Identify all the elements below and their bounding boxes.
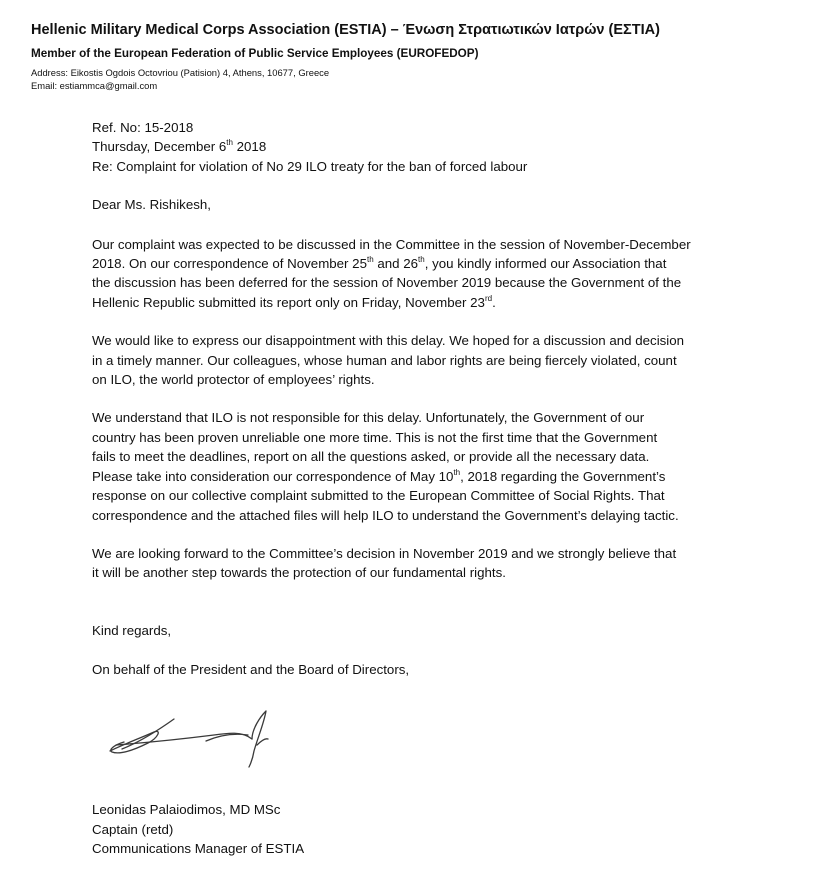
closing: Kind regards, bbox=[92, 622, 172, 638]
paragraph-line: in a timely manner. Our colleagues, whose human and labor rights are being fiercely violated, count bbox=[92, 352, 677, 368]
reference-number: Ref. No: 15-2018 bbox=[92, 120, 194, 135]
letterhead bbox=[31, 20, 801, 92]
ordinal-suffix: th bbox=[418, 255, 425, 265]
ordinal-suffix: th bbox=[366, 255, 374, 265]
organization-address: Address: Eikostis Ogdois Octovriou (Patision) 4, Athens, 10677, Greece bbox=[31, 67, 330, 78]
text-run: Hellenic Republic submitted its report only on Friday, November 23 bbox=[92, 294, 485, 310]
paragraph-line: correspondence and the attached files will help ILO to understand the Government’s delaying tactic. bbox=[92, 507, 679, 523]
paragraph-line: We are looking forward to the Committee’s decision in November 2019 and we strongly believe that bbox=[92, 545, 677, 561]
text-run: , 2018 regarding the Government’s bbox=[460, 468, 666, 484]
paragraph-line: response on our collective complaint submitted to the European Committee of Social Rights. That bbox=[92, 488, 665, 504]
signatory-role: Communications Manager of ESTIA bbox=[92, 841, 305, 857]
letter-date bbox=[92, 137, 732, 156]
paragraph-4 bbox=[92, 544, 732, 583]
paragraph-2 bbox=[92, 331, 732, 389]
paragraph-line bbox=[92, 254, 732, 273]
text-run: , you kindly informed our Association that bbox=[424, 256, 667, 272]
signatory-name: Leonidas Palaiodimos, MD MSc bbox=[92, 802, 281, 817]
paragraph-line: country has been proven unreliable one more time. This is not the first time that the Government bbox=[92, 429, 658, 445]
text-run: 2018. On our correspondence of November 25 bbox=[92, 256, 367, 272]
organization-email: Email: estiammca@gmail.com bbox=[31, 80, 158, 91]
letter-subject: Re: Complaint for violation of No 29 ILO treaty for the ban of forced labour bbox=[92, 158, 528, 174]
date-year: 2018 bbox=[232, 139, 267, 155]
paragraph-line: on ILO, the world protector of employees’ rights. bbox=[92, 372, 375, 388]
date-text: Thursday, December 6 bbox=[92, 139, 227, 155]
paragraph-line: the discussion has been deferred for the session of November 2019 because the Government of the bbox=[92, 275, 682, 291]
paragraph-line: We understand that ILO is not responsible for this delay. Unfortunately, the Government of our bbox=[92, 410, 645, 426]
ordinal-suffix: rd bbox=[484, 293, 493, 303]
on-behalf-line: On behalf of the President and the Board of Directors, bbox=[92, 662, 410, 678]
text-run: . bbox=[492, 294, 496, 310]
paragraph-line: it will be another step towards the protection of our fundamental rights. bbox=[92, 565, 506, 581]
handwritten-signature bbox=[102, 705, 282, 775]
salutation: Dear Ms. Rishikesh, bbox=[92, 197, 211, 213]
paragraph-1 bbox=[92, 235, 732, 313]
date-ordinal: th bbox=[226, 138, 233, 148]
ordinal-suffix: th bbox=[453, 467, 461, 477]
signatory-rank: Captain (retd) bbox=[92, 821, 174, 837]
organization-subtitle: Member of the European Federation of Public Service Employees (EUROFEDOP) bbox=[31, 47, 479, 60]
paragraph-line bbox=[92, 467, 732, 486]
signature-block bbox=[92, 800, 304, 859]
text-run: and 26 bbox=[373, 256, 419, 272]
organization-title: Hellenic Military Medical Corps Association (ESTIA) – Ένωση Στρατιωτικών Ιατρών (ΕΣΤΙΑ) bbox=[31, 22, 660, 38]
text-run: Please take into consideration our correspondence of May 10 bbox=[92, 468, 454, 484]
paragraph-3 bbox=[92, 408, 732, 524]
paragraph-line bbox=[92, 293, 732, 312]
paragraph-line: fails to meet the deadlines, report on all the questions asked, or provide all the necessary data. bbox=[92, 449, 650, 465]
paragraph-line: Our complaint was expected to be discussed in the Committee in the session of November-December bbox=[92, 236, 691, 252]
paragraph-line: We would like to express our disappointment with this delay. We hoped for a discussion and decision bbox=[92, 333, 685, 349]
letter-body bbox=[92, 118, 732, 680]
